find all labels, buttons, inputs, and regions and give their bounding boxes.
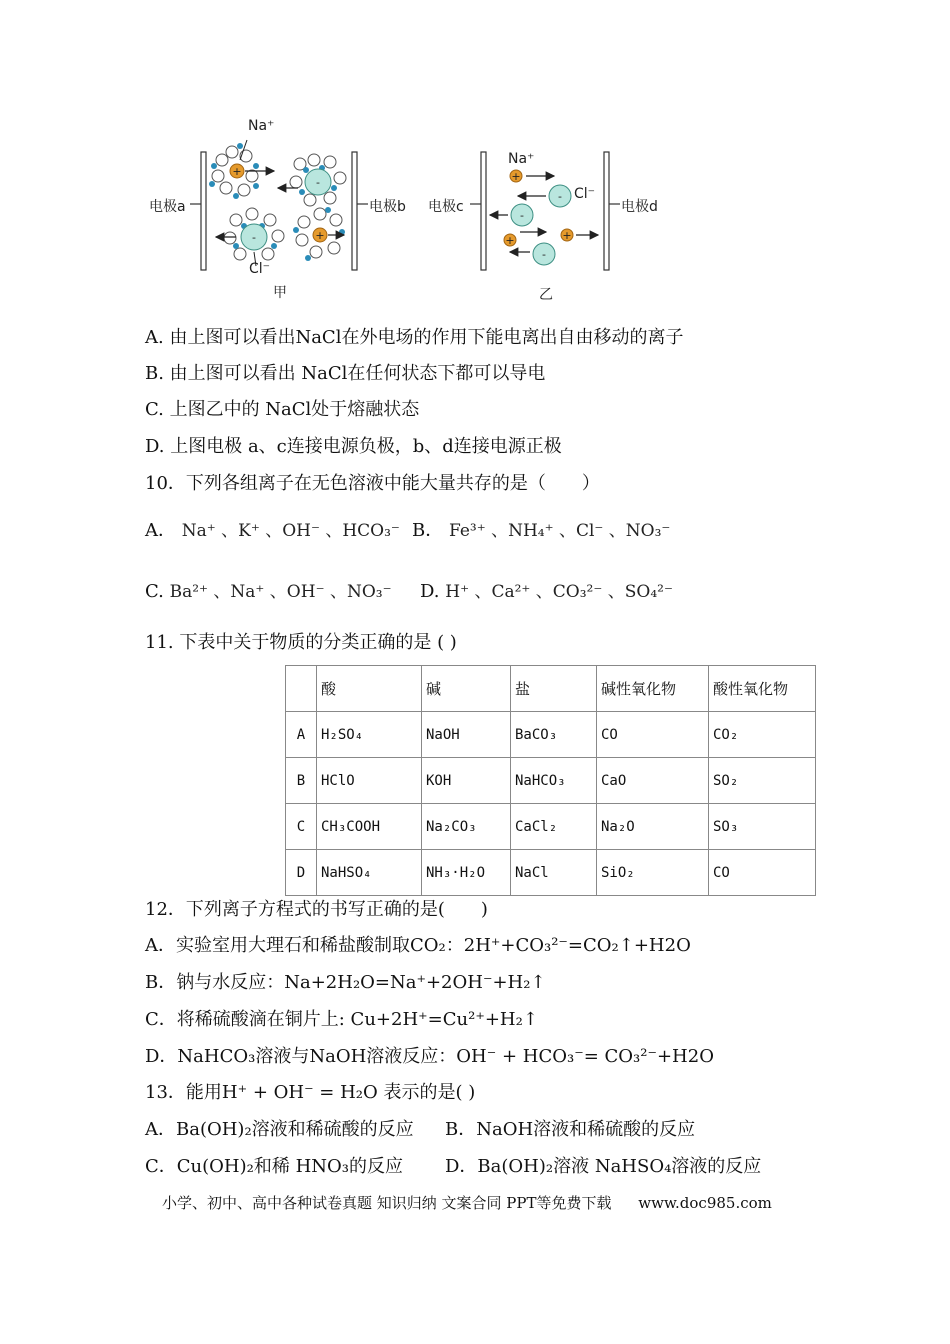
table-cell: CO [709, 850, 816, 896]
table-cell: Na₂CO₃ [422, 804, 511, 850]
table-row [286, 712, 816, 758]
plus-sign: + [562, 229, 572, 242]
table-row [286, 804, 816, 850]
table-row [286, 850, 816, 896]
table-cell: SiO₂ [597, 850, 709, 896]
q12-option-b: B．钠与水反应：Na+2H₂O=Na⁺+2OH⁻+H₂↑ [145, 972, 546, 993]
table-cell: NaHSO₄ [317, 850, 422, 896]
minus-sign: - [520, 209, 524, 222]
table-row [286, 758, 816, 804]
nacl-electrolysis-figure [0, 0, 950, 310]
q9-option-a: A. 由上图可以看出NaCl在外电场的作用下能电离出自由移动的离子 [145, 327, 684, 348]
electrode-c-plate [470, 152, 486, 270]
q10-option-c-ions: Ba²⁺ 、Na⁺ 、OH⁻ 、NO₃⁻ [169, 582, 392, 602]
sodium-label: Na⁺ [508, 151, 535, 167]
minus-sign: - [252, 231, 256, 244]
table-cell: C [286, 804, 317, 850]
hydrated-chloride-ion [278, 154, 346, 206]
plus-sign: + [505, 234, 515, 247]
q9-option-d: D. 上图电极 a、c连接电源负极，b、d连接电源正极 [145, 436, 562, 457]
sodium-label: Na⁺ [248, 118, 275, 134]
table-cell: NH₃·H₂O [422, 850, 511, 896]
q13-option-c: C．Cu(OH)₂和稀 HNO₃的反应 [145, 1156, 403, 1177]
q12-stem: 12．下列离子方程式的书写正确的是( ) [145, 899, 488, 920]
table-header-cell: 碱性氧化物 [597, 666, 709, 712]
q11-stem: 11. 下表中关于物质的分类正确的是 ( ) [145, 632, 457, 653]
table-cell: CO [597, 712, 709, 758]
q13-option-a: A．Ba(OH)₂溶液和稀硫酸的反应 [145, 1119, 414, 1140]
minus-sign: - [558, 190, 562, 203]
table-cell: B [286, 758, 317, 804]
table-cell: NaOH [422, 712, 511, 758]
q12-option-d: D．NaHCO₃溶液与NaOH溶液反应：OH⁻ + HCO₃⁻= CO₃²⁻+H2O [145, 1046, 714, 1067]
table-cell: D [286, 850, 317, 896]
table-header-cell: 酸性氧化物 [709, 666, 816, 712]
footer-link[interactable]: www.doc985.com [638, 1194, 772, 1212]
q10-option-d-ions: H⁺ 、Ca²⁺ 、CO₃²⁻ 、SO₄²⁻ [445, 582, 673, 602]
page-footer [162, 1192, 772, 1213]
table-header-cell: 盐 [511, 666, 597, 712]
table-cell: HClO [317, 758, 422, 804]
electrode-b-plate [352, 152, 368, 270]
classification-table [285, 665, 816, 896]
electrode-b-label: 电极b [369, 199, 406, 215]
figure-caption-yi: 乙 [539, 287, 553, 303]
table-cell: CaCl₂ [511, 804, 597, 850]
q10-option-b-label: B． [412, 520, 444, 541]
minus-sign: - [542, 248, 546, 261]
q10-option-b [412, 519, 670, 543]
table-cell: SO₃ [709, 804, 816, 850]
table-cell: H₂SO₄ [317, 712, 422, 758]
q12-option-c: C．将稀硫酸滴在铜片上: Cu+2H⁺=Cu²⁺+H₂↑ [145, 1009, 538, 1030]
q9-option-b: B. 由上图可以看出 NaCl在任何状态下都可以导电 [145, 363, 546, 384]
q10-option-d [420, 580, 673, 604]
footer-text: 小学、初中、高中各种试卷真题 知识归纳 文案合同 PPT等免费下载 [162, 1194, 612, 1212]
electrode-d-label: 电极d [621, 199, 658, 215]
minus-sign: - [316, 176, 320, 189]
q13-stem: 13．能用H⁺ + OH⁻ = H₂O 表示的是( ) [145, 1082, 476, 1103]
table-header-row [286, 666, 816, 712]
electrode-c-label: 电极c [428, 199, 464, 215]
q10-option-a [145, 519, 400, 543]
table-cell: BaCO₃ [511, 712, 597, 758]
plus-sign: + [232, 165, 242, 178]
plus-sign: + [315, 229, 325, 242]
hydrated-chloride-ion [216, 208, 284, 266]
chloride-label: Cl⁻ [574, 186, 596, 202]
q13-option-d: D．Ba(OH)₂溶液 NaHSO₄溶液的反应 [445, 1156, 762, 1177]
q10-option-a-ions: Na⁺ 、K⁺ 、OH⁻ 、HCO₃⁻ [181, 521, 400, 541]
table-header-cell [286, 666, 317, 712]
table-cell: CaO [597, 758, 709, 804]
electrode-a-label: 电极a [149, 199, 186, 215]
free-chloride-ion [518, 185, 571, 207]
plus-sign: + [511, 170, 521, 183]
table-header-cell: 酸 [317, 666, 422, 712]
table-cell: CO₂ [709, 712, 816, 758]
table-cell: A [286, 712, 317, 758]
q10-stem: 10．下列各组离子在无色溶液中能大量共存的是（ ） [145, 473, 600, 494]
q10-option-b-ions: Fe³⁺ 、NH₄⁺ 、Cl⁻ 、NO₃⁻ [448, 521, 671, 541]
table-cell: SO₂ [709, 758, 816, 804]
table-cell: KOH [422, 758, 511, 804]
q13-option-b: B．NaOH溶液和稀硫酸的反应 [445, 1119, 696, 1140]
q12-option-a: A．实验室用大理石和稀盐酸制取CO₂：2H⁺+CO₃²⁻=CO₂↑+H2O [145, 935, 691, 956]
table-header-cell: 碱 [422, 666, 511, 712]
q9-option-c: C. 上图乙中的 NaCl处于熔融状态 [145, 399, 420, 420]
electrode-a-plate [190, 152, 206, 270]
free-chloride-ion [490, 204, 533, 226]
table-cell: NaCl [511, 850, 597, 896]
figure-caption-jia: 甲 [273, 285, 287, 301]
q10-option-c-label: C. [145, 581, 164, 602]
q10-option-a-label: A． [145, 520, 176, 541]
q10-option-d-label: D. [420, 581, 440, 602]
q10-option-c [145, 580, 392, 604]
table-cell: CH₃COOH [317, 804, 422, 850]
chloride-label: Cl⁻ [249, 261, 271, 277]
electrode-d-plate [604, 152, 620, 270]
table-cell: NaHCO₃ [511, 758, 597, 804]
table-cell: Na₂O [597, 804, 709, 850]
free-chloride-ion [510, 243, 555, 265]
